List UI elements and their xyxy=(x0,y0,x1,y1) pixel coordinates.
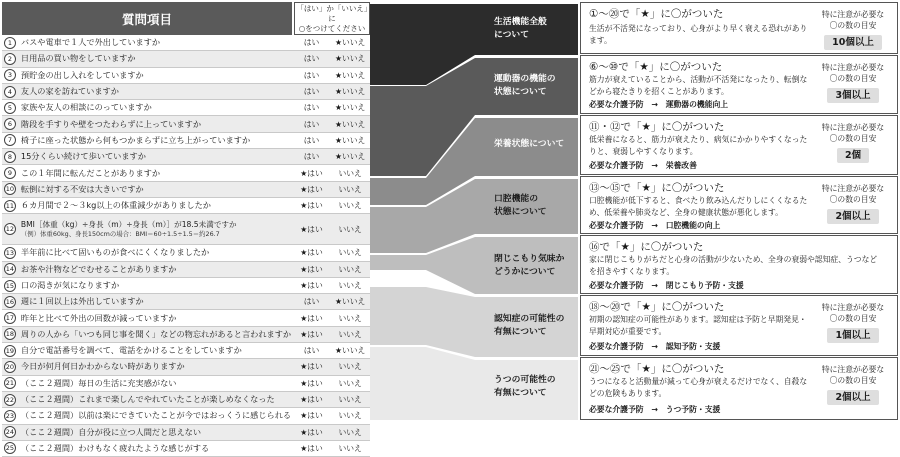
answer-no[interactable]: ★いいえ xyxy=(334,70,366,80)
criteria-box: 特に注意が必要な 〇の数の目安 10個以上 xyxy=(821,10,885,48)
question-row xyxy=(2,392,370,408)
card-general xyxy=(580,2,898,54)
answer-yes[interactable]: はい xyxy=(303,54,320,64)
answer-yes[interactable]: はい xyxy=(303,297,320,307)
answer-no[interactable]: いいえ xyxy=(338,313,362,323)
count-badge: 2個 xyxy=(837,148,869,163)
question-number xyxy=(2,134,18,146)
question-text: 預貯金の出し入れをしていますか xyxy=(20,69,144,80)
question-number-circle: 15 xyxy=(5,281,15,290)
question-number xyxy=(2,394,18,406)
card-description: 筋力が衰えていることから、活動が不活発になったり、転倒などから寝たきりを招くことがあります。 xyxy=(589,75,808,96)
card-prevention: 必要な介護予防 → 閉じこもり予防・支援 xyxy=(589,281,744,290)
answer-yes[interactable]: はい xyxy=(303,38,320,48)
question-text: 15分くらい続けて歩いていますか xyxy=(20,151,146,162)
question-text: （ここ２週間）わけもなく疲れたような感じがする xyxy=(20,442,210,453)
question-number xyxy=(2,151,18,163)
answer-yes[interactable]: ★はい xyxy=(300,395,323,405)
question-text: ６カ月間で２～３kg以上の体重減少がありましたか xyxy=(20,200,211,211)
card-prevention: 必要な介護予防 → 認知予防・支援 xyxy=(589,342,721,351)
question-number-circle: 18 xyxy=(5,330,15,339)
answer-yes[interactable]: ★はい xyxy=(300,313,323,323)
question-row xyxy=(2,327,370,343)
answer-yes[interactable]: ★はい xyxy=(300,168,323,178)
question-number xyxy=(2,312,18,324)
answer-yes[interactable]: はい xyxy=(303,152,320,162)
answer-yes[interactable]: はい xyxy=(303,346,320,356)
answer-no[interactable]: ★いいえ xyxy=(334,87,366,97)
question-number-circle: 21 xyxy=(5,379,15,388)
question-number xyxy=(2,426,18,438)
answer-no[interactable]: いいえ xyxy=(338,248,362,258)
answer-yes[interactable]: ★はい xyxy=(300,184,323,194)
question-row xyxy=(2,68,370,84)
answer-instruction xyxy=(294,2,370,35)
card-dementia xyxy=(580,295,898,356)
answer-no[interactable]: いいえ xyxy=(338,395,362,405)
question-number-circle: 20 xyxy=(5,362,15,371)
answer-no[interactable]: ★いいえ xyxy=(334,297,366,307)
criteria-box: 特に注意が必要な 〇の数の目安 2個 xyxy=(821,123,885,161)
question-row xyxy=(2,343,370,359)
question-number xyxy=(2,53,18,65)
question-number xyxy=(2,296,18,308)
answer-no[interactable]: いいえ xyxy=(338,264,362,274)
question-number xyxy=(2,69,18,81)
card-prevention: 必要な介護予防 → 運動器の機能向上 xyxy=(589,100,729,109)
answer-yes[interactable]: ★はい xyxy=(300,281,323,290)
question-number-circle: 13 xyxy=(5,248,15,257)
table-header xyxy=(2,2,370,35)
answer-no[interactable]: いいえ xyxy=(338,168,362,178)
question-number xyxy=(2,442,18,454)
answer-yes[interactable]: ★はい xyxy=(300,443,323,453)
answer-no[interactable]: いいえ xyxy=(338,362,362,372)
question-text: （ここ２週間）毎日の生活に充実感がない xyxy=(20,377,177,388)
question-text: 半年前に比べて固いものが食べにくくなりましたか xyxy=(20,247,210,258)
criteria-box: 特に注意が必要な 〇の数の目安 1個以上 xyxy=(821,303,885,341)
answer-no[interactable]: いいえ xyxy=(338,427,362,437)
question-row xyxy=(2,35,370,51)
answer-no[interactable]: ★いいえ xyxy=(334,38,366,48)
question-text: 口の渇きが気になりますか xyxy=(20,280,120,290)
question-row xyxy=(2,408,370,424)
question-row xyxy=(2,198,370,214)
question-row xyxy=(2,359,370,375)
answer-no[interactable]: いいえ xyxy=(338,224,362,234)
question-number-circle: 12 xyxy=(5,225,15,234)
question-text: この１年間に転んだことがありますか xyxy=(20,167,161,178)
question-number-circle: 10 xyxy=(5,185,15,194)
question-number xyxy=(2,200,18,212)
question-text: バスや電車で１人で外出していますか xyxy=(20,37,161,48)
card-heading: ⑥～⑩で「★」に〇がついた xyxy=(589,61,723,73)
question-text: （ここ２週間）これまで楽しんでやれていたことが楽しめなくなった xyxy=(20,394,275,405)
criteria-box: 特に注意が必要な 〇の数の目安 2個以上 xyxy=(821,184,885,222)
answer-yes[interactable]: はい xyxy=(303,70,320,80)
answer-yes[interactable]: はい xyxy=(303,119,320,129)
answer-yes[interactable]: ★はい xyxy=(300,378,323,388)
question-text: 今日が何月何日かわからない時がありますか xyxy=(20,361,185,372)
category-label-dementia: 認知症の可能性の 有無について xyxy=(494,314,565,337)
card-heading: ⑪・⑫で「★」に〇がついた xyxy=(589,121,725,133)
answer-no[interactable]: いいえ xyxy=(338,378,362,388)
question-number-circle: 9 xyxy=(4,167,16,179)
question-number-circle: 6 xyxy=(4,118,16,130)
question-text: 昨年と比べて外出の回数が減っていますか xyxy=(20,312,177,323)
answer-yes[interactable]: ★はい xyxy=(300,427,323,437)
question-table xyxy=(2,2,370,457)
question-row xyxy=(2,245,370,261)
criteria-box: 特に注意が必要な 〇の数の目安 2個以上 xyxy=(821,365,885,403)
answer-yes[interactable]: ★はい xyxy=(300,248,323,258)
count-badge: 3個以上 xyxy=(827,88,878,103)
question-list xyxy=(2,35,370,457)
category-label-nutrition: 栄養状態について xyxy=(494,139,565,149)
card-withdrawal xyxy=(580,235,898,294)
answer-no[interactable]: ★いいえ xyxy=(334,346,366,356)
category-label-withdrawal: 閉じこもり気味か どうかについて xyxy=(494,254,565,277)
answer-yes[interactable]: ★はい xyxy=(300,201,323,211)
question-text: 転倒に対する不安は大きいですか xyxy=(20,183,144,194)
answer-no[interactable]: ★いいえ xyxy=(334,135,366,145)
question-number-circle: 17 xyxy=(5,314,15,323)
question-row xyxy=(2,116,370,132)
question-number xyxy=(2,263,18,275)
question-row xyxy=(2,262,370,278)
question-number-circle: 25 xyxy=(5,444,15,453)
question-row xyxy=(2,149,370,165)
card-description: 低栄養になると、筋力が衰えたり、病気にかかりやすくなったりと、衰弱しやすくなります。 xyxy=(589,135,808,156)
question-number-circle: 1 xyxy=(4,37,16,49)
card-description: 口腔機能が低下すると、食べたり飲み込んだりしにくくなるため、低栄養や肺炎など、全身の健康状態が悪化します。 xyxy=(589,196,808,217)
count-badge: 2個以上 xyxy=(827,209,878,224)
question-text: 椅子に座った状態から何もつかまらずに立ち上がっていますか xyxy=(20,134,251,145)
card-description: 初期の認知症の可能性があります。認知症は予防と早期発見・早期対応が重要です。 xyxy=(589,315,807,336)
question-number-circle: 19 xyxy=(5,346,15,355)
question-row xyxy=(2,294,370,310)
answer-no[interactable]: いいえ xyxy=(338,443,362,453)
question-text: 家族や友人の相談にのっていますか xyxy=(20,102,152,113)
question-number-circle: 2 xyxy=(4,53,16,65)
card-heading: ①～⑳で「★」に〇がついた xyxy=(589,8,724,20)
question-row xyxy=(2,182,370,198)
answer-no[interactable]: いいえ xyxy=(338,281,362,290)
category-label-general: 生活機能全般 について xyxy=(494,17,547,40)
answer-no[interactable]: ★いいえ xyxy=(334,54,366,64)
question-number xyxy=(2,167,18,179)
category-label-motor: 運動器の機能の 状態について xyxy=(494,74,556,97)
card-heading: ⑱～⑳で「★」に〇がついた xyxy=(589,301,725,313)
question-text: 自分で電話番号を調べて、電話をかけることをしていますか xyxy=(20,345,242,356)
question-number xyxy=(2,37,18,49)
question-text: 日用品の買い物をしていますか xyxy=(20,53,136,64)
answer-yes[interactable]: はい xyxy=(303,103,320,113)
question-number xyxy=(2,345,18,357)
count-badge: 2個以上 xyxy=(827,390,878,405)
question-text: （ここ２週間）自分が役に立つ人間だと思えない xyxy=(20,426,202,437)
card-heading: ⑬～⑮で「★」に〇がついた xyxy=(589,182,725,194)
question-row xyxy=(2,84,370,100)
answer-no[interactable]: ★いいえ xyxy=(334,119,366,129)
card-prevention: 必要な介護予防 → うつ予防・支援 xyxy=(589,405,721,414)
category-label-oral: 口腔機能の 状態について xyxy=(494,194,547,217)
answer-yes[interactable]: ★はい xyxy=(300,411,323,421)
question-row xyxy=(2,278,370,294)
question-number xyxy=(2,102,18,114)
instruction-line-1: 「はい」か「いいえ」に xyxy=(296,3,368,23)
question-text: 週に１回以上は外出していますか xyxy=(20,296,144,307)
question-number xyxy=(2,377,18,389)
question-text: （ここ２週間）以前は楽にできていたことが今ではおっくうに感じられる xyxy=(20,410,292,421)
question-row xyxy=(2,441,370,457)
question-number-circle: 7 xyxy=(4,134,16,146)
question-number-circle: 22 xyxy=(5,395,15,404)
card-oral xyxy=(580,176,898,234)
question-number-circle: 8 xyxy=(4,151,16,163)
answer-no[interactable]: いいえ xyxy=(338,329,362,339)
question-number-circle: 23 xyxy=(5,411,15,420)
answer-yes[interactable]: ★はい xyxy=(300,264,323,274)
instruction-line-2: ○をつけてください xyxy=(298,23,366,33)
answer-no[interactable]: いいえ xyxy=(338,411,362,421)
question-row xyxy=(2,133,370,149)
question-row xyxy=(2,214,370,245)
question-number-circle: 4 xyxy=(4,86,16,98)
question-number-circle: 24 xyxy=(5,428,15,437)
question-number-circle: 11 xyxy=(5,201,15,210)
answer-no[interactable]: いいえ xyxy=(338,184,362,194)
question-row xyxy=(2,425,370,441)
card-nutrition xyxy=(580,115,898,175)
answer-yes[interactable]: ★はい xyxy=(300,329,323,339)
card-prevention: 必要な介護予防 → 口腔機能の向上 xyxy=(589,221,721,230)
question-number xyxy=(2,86,18,98)
question-number-circle: 14 xyxy=(5,265,15,274)
answer-yes[interactable]: ★はい xyxy=(300,362,323,372)
question-row xyxy=(2,376,370,392)
card-description: 生活が不活発になっており、心身がより早く衰える恐れがあります。 xyxy=(589,24,808,45)
card-description: 家に閉じこもりがちだと心身の活動が少ないため、全身の衰弱や認知症、うつなどを招きやすくなります。 xyxy=(589,255,878,276)
question-number-circle: 3 xyxy=(4,69,16,81)
question-number xyxy=(2,223,18,235)
question-example-text: （例）体重60kg、身長150cmの場合：BMI＝60÷1.5÷1.5＝約26.7 xyxy=(20,229,220,238)
question-number xyxy=(2,247,18,259)
category-label-depression: うつの可能性の 有無について xyxy=(494,375,556,398)
answer-yes[interactable]: はい xyxy=(303,135,320,145)
question-row xyxy=(2,51,370,67)
question-row xyxy=(2,165,370,181)
question-text: 友人の家を訪ねていますか xyxy=(20,86,119,97)
question-text: 周りの人から「いつも同じ事を聞く」などの物忘れがあると言われますか xyxy=(20,328,292,339)
question-main-text: BMI［体重（kg）÷身長（m）÷身長（m）］が18.5未満ですか xyxy=(20,219,237,229)
question-number-circle: 16 xyxy=(5,297,15,306)
question-number xyxy=(2,361,18,373)
card-heading: ㉑～㉕で「★」に〇がついた xyxy=(589,363,725,375)
card-heading: ⑯で「★」に〇がついた xyxy=(589,241,704,253)
question-row xyxy=(2,310,370,326)
card-description: うつになると活動量が減って心身が衰えるだけでなく、自殺などの危険もあります。 xyxy=(589,377,808,398)
question-number xyxy=(2,410,18,422)
card-motor xyxy=(580,55,898,114)
question-number xyxy=(2,280,18,292)
answer-yes[interactable]: はい xyxy=(303,87,320,97)
criteria-box: 特に注意が必要な 〇の数の目安 3個以上 xyxy=(821,63,885,101)
question-text xyxy=(18,220,293,239)
question-number xyxy=(2,118,18,130)
answer-no[interactable]: ★いいえ xyxy=(334,152,366,162)
question-text: お茶や汁物などでむせることがありますか xyxy=(20,263,177,274)
question-number xyxy=(2,328,18,340)
question-row xyxy=(2,100,370,116)
count-badge: 10個以上 xyxy=(824,35,882,50)
question-number-circle: 5 xyxy=(4,102,16,114)
question-text: 階段を手すりや壁をつたわらずに上っていますか xyxy=(20,118,202,129)
answer-no[interactable]: いいえ xyxy=(338,201,362,211)
card-depression xyxy=(580,357,898,420)
answer-yes[interactable]: ★はい xyxy=(300,224,323,234)
question-number xyxy=(2,183,18,195)
answer-no[interactable]: ★いいえ xyxy=(334,103,366,113)
table-title: 質問項目 xyxy=(2,2,292,35)
card-prevention: 必要な介護予防 → 栄養改善 xyxy=(589,161,697,170)
count-badge: 1個以上 xyxy=(827,328,878,343)
